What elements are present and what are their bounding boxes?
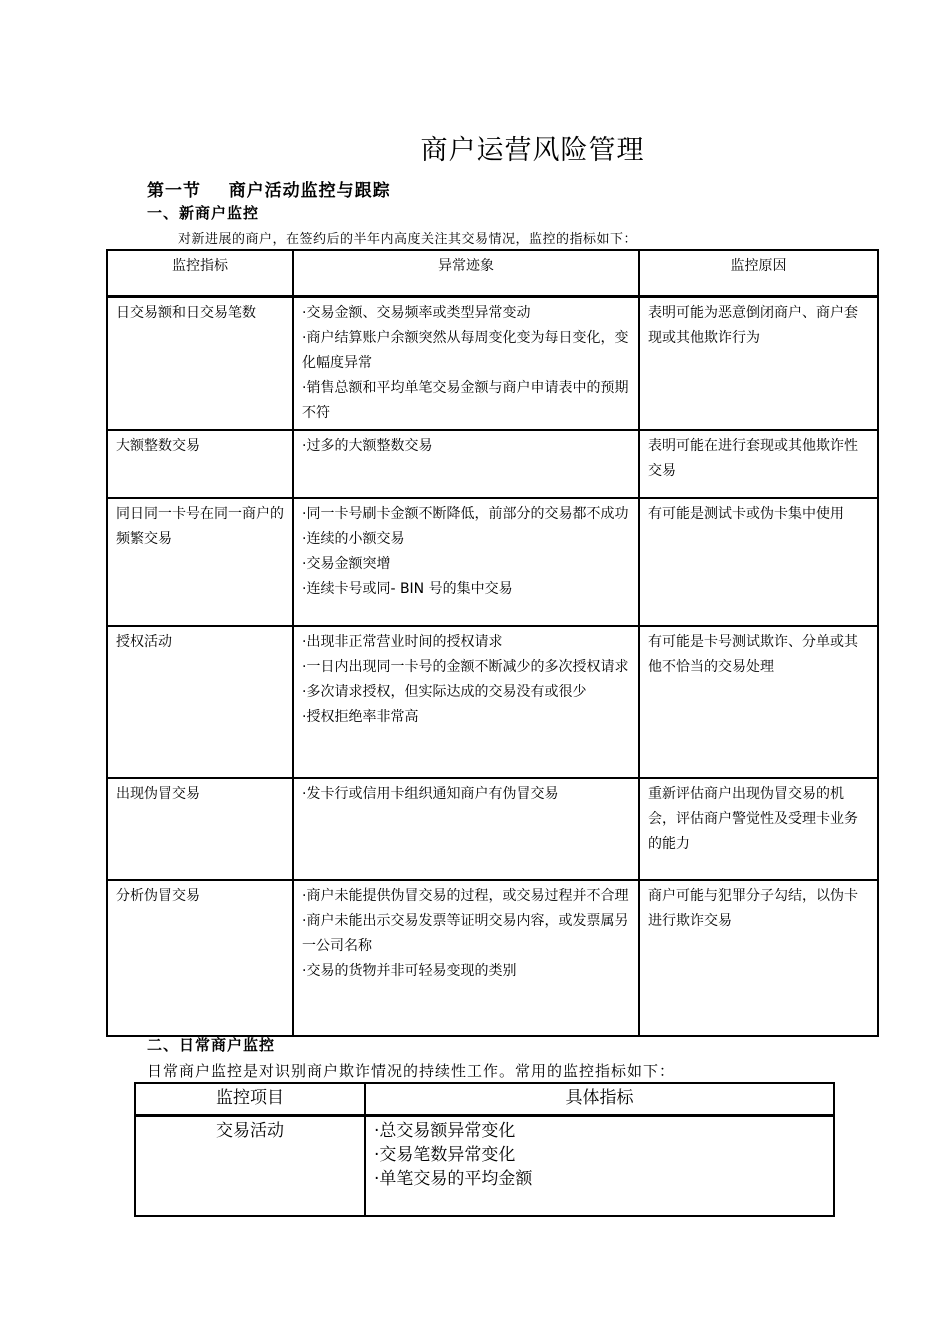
- table-header-row: [107, 250, 878, 297]
- table-row: [135, 1116, 834, 1216]
- sign-item: ·同一卡号刷卡金额不断降低，前部分的交易都不成功: [302, 506, 629, 522]
- sign-item: ·多次请求授权，但实际达成的交易没有或很少: [302, 684, 587, 700]
- reason-cell: 有可能是卡号测试欺诈、分单或其他不恰当的交易处理: [639, 626, 878, 778]
- sign-item: ·连续的小额交易: [302, 531, 405, 547]
- table-row: [107, 626, 878, 778]
- sign-item: ·交易金额突增: [302, 556, 391, 572]
- indicator-cell: 出现伪冒交易: [107, 778, 293, 880]
- new-merchant-monitor-table: [106, 249, 879, 1037]
- signs-cell: [293, 778, 639, 880]
- metric-item: ·总交易额异常变化: [374, 1121, 516, 1141]
- metrics-cell: [365, 1116, 834, 1216]
- intro-paragraph: 对新进展的商户，在签约后的半年内高度关注其交易情况，监控的指标如下：: [178, 232, 638, 247]
- sign-item: ·过多的大额整数交易: [302, 438, 433, 454]
- indicator-cell: 大额整数交易: [107, 430, 293, 498]
- reason-cell: 表明可能为恶意倒闭商户、商户套现或其他欺诈行为: [639, 297, 878, 431]
- sign-item: ·发卡行或信用卡组织通知商户有伪冒交易: [302, 786, 559, 802]
- sign-item: ·销售总额和平均单笔交易金额与商户申请表中的预期不符: [302, 380, 629, 421]
- column-header: 具体指标: [365, 1083, 834, 1116]
- indicator-cell: 分析伪冒交易: [107, 880, 293, 1036]
- page-title: 商户运营风险管理: [420, 135, 645, 166]
- sign-item: ·交易的货物并非可轻易变现的类别: [302, 963, 517, 979]
- table-row: [107, 297, 878, 431]
- sign-item: ·交易金额、交易频率或类型异常变动: [302, 305, 531, 321]
- reason-cell: 有可能是测试卡或伪卡集中使用: [639, 498, 878, 626]
- signs-cell: [293, 880, 639, 1036]
- sign-item: ·授权拒绝率非常高: [302, 709, 419, 725]
- signs-cell: [293, 498, 639, 626]
- column-header: 异常迹象: [293, 250, 639, 297]
- daily-merchant-monitor-table: [134, 1082, 835, 1217]
- sign-item: ·一日内出现同一卡号的金额不断减少的多次授权请求: [302, 659, 629, 675]
- column-header: 监控原因: [639, 250, 878, 297]
- table-header-row: [135, 1083, 834, 1116]
- subsection-heading-new-merchant: 一、新商户监控: [147, 204, 260, 222]
- sign-item: ·商户结算账户余额突然从每周变化变为每日变化，变化幅度异常: [302, 330, 629, 371]
- signs-cell: [293, 430, 639, 498]
- reason-cell: 表明可能在进行套现或其他欺诈性交易: [639, 430, 878, 498]
- subsection-heading-daily-merchant: 二、日常商户监控: [147, 1036, 276, 1054]
- reason-cell: 商户可能与犯罪分子勾结，以伪卡进行欺诈交易: [639, 880, 878, 1036]
- table-row: [107, 880, 878, 1036]
- table-row: [107, 778, 878, 880]
- indicator-cell: 同日同一卡号在同一商户的频繁交易: [107, 498, 293, 626]
- section-heading: [147, 176, 391, 201]
- table-row: [107, 498, 878, 626]
- signs-cell: [293, 297, 639, 431]
- table-row: [107, 430, 878, 498]
- intro-paragraph-2: 日常商户监控是对识别商户欺诈情况的持续性工作。常用的监控指标如下：: [147, 1062, 676, 1080]
- metric-item: ·单笔交易的平均金额: [374, 1169, 533, 1189]
- indicator-cell: 授权活动: [107, 626, 293, 778]
- reason-cell: 重新评估商户出现伪冒交易的机会，评估商户警觉性及受理卡业务的能力: [639, 778, 878, 880]
- sign-item: ·商户未能出示交易发票等证明交易内容，或发票属另一公司名称: [302, 913, 629, 954]
- indicator-cell: 日交易额和日交易笔数: [107, 297, 293, 431]
- sign-item: ·连续卡号或同- BIN 号的集中交易: [302, 581, 513, 597]
- item-cell: 交易活动: [135, 1116, 365, 1216]
- sign-item: ·商户未能提供伪冒交易的过程，或交易过程并不合理: [302, 888, 629, 904]
- section-label: 第一节: [147, 181, 201, 201]
- sign-item: ·出现非正常营业时间的授权请求: [302, 634, 503, 650]
- column-header: 监控项目: [135, 1083, 365, 1116]
- metric-item: ·交易笔数异常变化: [374, 1145, 516, 1165]
- signs-cell: [293, 626, 639, 778]
- section-title: 商户活动监控与跟踪: [228, 181, 391, 201]
- column-header: 监控指标: [107, 250, 293, 297]
